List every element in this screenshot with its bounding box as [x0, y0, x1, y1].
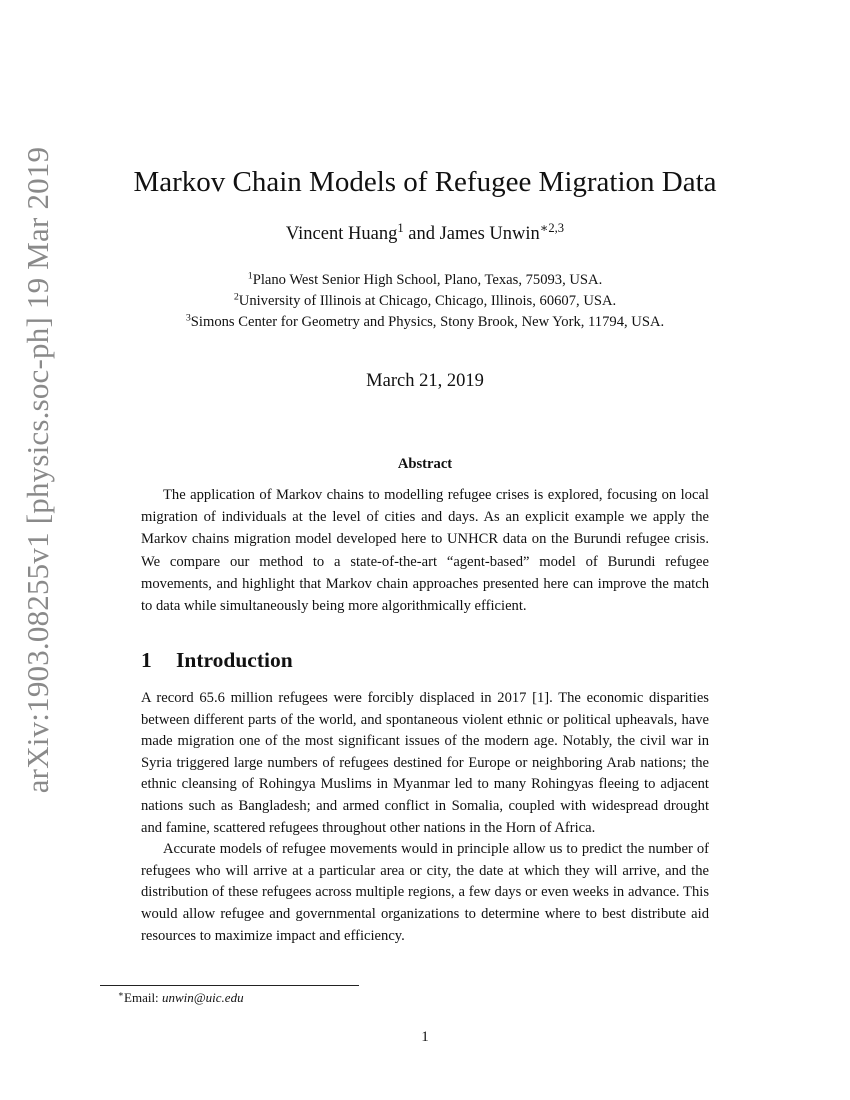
author-name: Vincent Huang — [285, 224, 398, 244]
paper-page — [133, 0, 717, 1100]
author-affiliation-mark: ∗2,3 — [539, 221, 565, 236]
author-affiliation-mark: 1 — [397, 221, 404, 236]
abstract-text: The application of Markov chains to modelling refugee crises is explored, focusing on local migration of individuals at the level of cities and days. As an explicit example we apply the Markov chains migration model developed here to UNHCR data on the Burundi refugee crisis. We compare our method to a state-of-the-art “agent-based” model of Burundi refugee movements, and highlight that Markov chain approaches presented here can improve the match to data while simultaneously being more algorithmically efficient. — [141, 487, 709, 615]
affiliation-item — [111, 291, 739, 312]
section-heading — [141, 645, 709, 675]
abstract-heading: Abstract — [397, 456, 453, 472]
footnote-mark: ∗ — [118, 989, 125, 1000]
body-paragraph: Accurate models of refugee movements would in principle allow us to predict the number of refugees who will arrive at a particular area or city, the date at which they will arrive, and the distribution of these refugees across multiple regions, a few days or even weeks in advance. This would allow refugee and governmental organizations to determine where to best distribute aid resources to maximize impact and efficiency. — [141, 841, 709, 944]
publication-date: March 21, 2019 — [366, 371, 484, 391]
arxiv-identifier-stamp: arXiv:1903.08255v1 [physics.soc-ph] 19 Mar 2019 — [20, 146, 55, 794]
page-number: 1 — [421, 1029, 429, 1045]
footnote — [118, 989, 244, 1007]
affiliation-item — [111, 312, 739, 333]
section-number: 1 — [141, 648, 152, 672]
affiliation-text: Simons Center for Geometry and Physics, Stony Brook, New York, 11794, USA. — [190, 314, 665, 330]
footnote-rule — [100, 985, 359, 986]
affiliation-text: University of Illinois at Chicago, Chicago, Illinois, 60607, USA. — [238, 293, 617, 309]
author-name: James Unwin — [439, 224, 540, 244]
affiliation-mark: 1 — [247, 270, 253, 282]
body-paragraph: A record 65.6 million refugees were forcibly displaced in 2017 [1]. The economic disparities between different parts of the world, and spontaneous violent ethnic or political upheavals, have made migration one of the most significant issues of the modern age. Notably, the civil war in Syria triggered large numbers of refugees destined for Europe or neighboring Arab nations; the ethnic cleansing of Rohingya Muslims in Myanmar led to many Rohingyas fleeing to adjacent nations such as Bangladesh; and armed conflict in Somalia, coupled with widespread drought and famine, scattered refugees throughout other nations in the Horn of Africa. — [141, 690, 709, 836]
affiliation-text: Plano West Senior High School, Plano, Texas, 75093, USA. — [252, 272, 603, 288]
author-connector: and — [403, 224, 440, 244]
footnote-email: unwin@uic.edu — [161, 990, 244, 1005]
affiliation-mark: 3 — [185, 312, 191, 324]
footnote-label: Email: — [124, 990, 162, 1005]
affiliation-item — [111, 270, 739, 291]
affiliation-list — [111, 270, 739, 333]
author-line — [141, 222, 709, 246]
section-title: Introduction — [176, 648, 293, 672]
affiliation-mark: 2 — [233, 291, 239, 303]
paper-title: Markov Chain Models of Refugee Migration Data — [133, 166, 717, 198]
section-body — [141, 688, 709, 947]
